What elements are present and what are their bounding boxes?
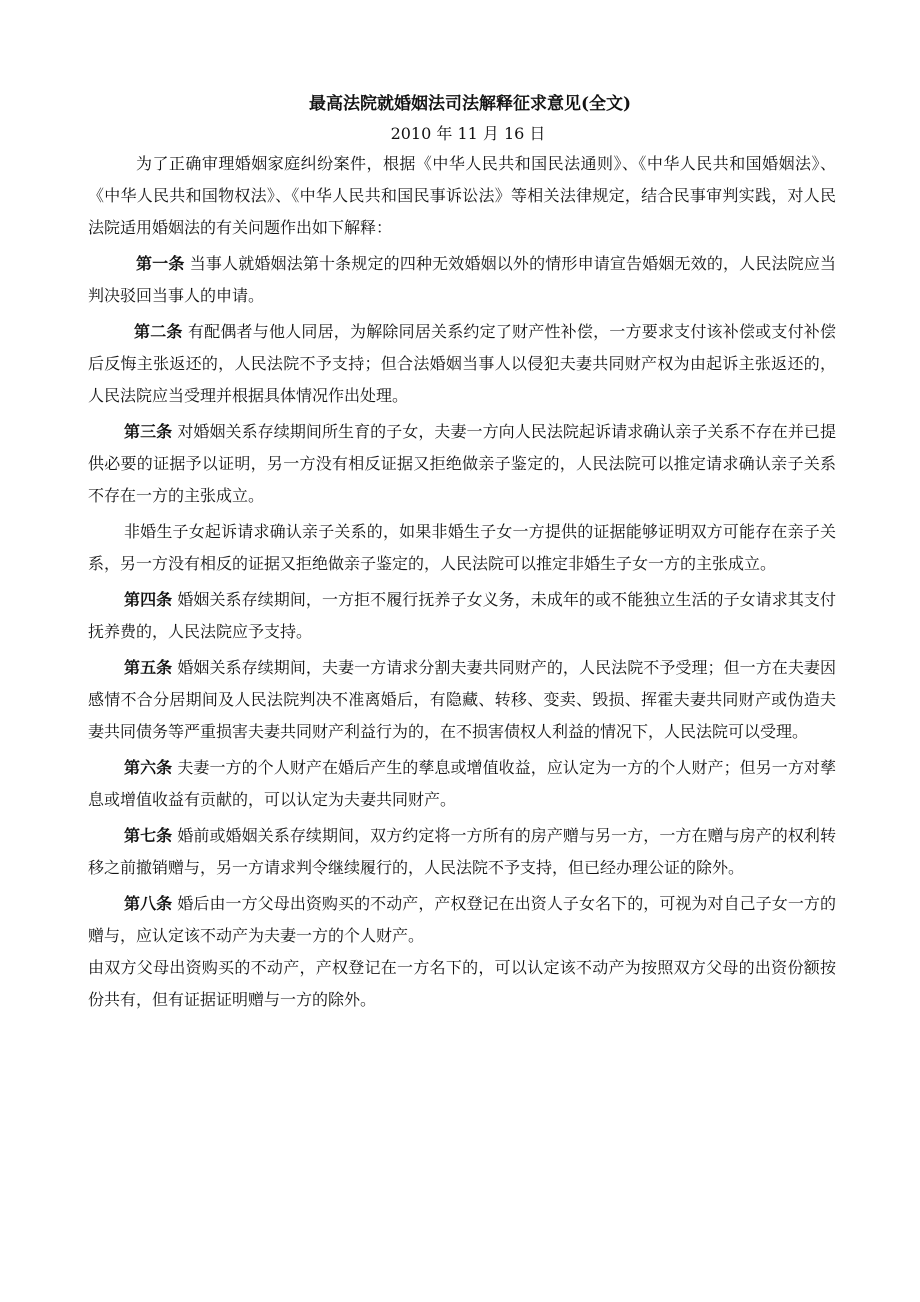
- article-8-continuation: 由双方父母出资购买的不动产，产权登记在一方名下的，可以认定该不动产为按照双方父母的出资份额按份共有，但有证据证明赠与一方的除外。: [88, 958, 836, 1009]
- article-3-continuation: 非婚生子女起诉请求确认亲子关系的，如果非婚生子女一方提供的证据能够证明双方可能存在亲子关系，另一方没有相反的证据又拒绝做亲子鉴定的，人民法院可以推定非婚生子女一方的主张成立。: [88, 522, 836, 573]
- article-8: [88, 888, 836, 952]
- article-number: 第四条: [124, 590, 173, 609]
- article-number: 第八条: [124, 894, 173, 913]
- article-text: 婚前或婚姻关系存续期间，双方约定将一方所有的房产赠与另一方，一方在赠与房产的权利转移之前撤销赠与，另一方请求判令继续履行的，人民法院不予支持，但已经办理公证的除外。: [88, 826, 836, 877]
- article-text: 有配偶者与他人同居，为解除同居关系约定了财产性补偿，一方要求支付该补偿或支付补偿后反悔主张返还的，人民法院不予支持；但合法婚姻当事人以侵犯夫妻共同财产权为由起诉主张返还的，人民法院应当受理并根据具体情况作出处理。: [88, 322, 836, 405]
- article-number: 第三条: [124, 422, 173, 441]
- article-7: [88, 820, 836, 884]
- article-3: [88, 416, 836, 512]
- article-text: 婚姻关系存续期间，一方拒不履行抚养子女义务，未成年的或不能独立生活的子女请求其支付抚养费的，人民法院应予支持。: [88, 590, 836, 641]
- article-text: 婚后由一方父母出资购买的不动产，产权登记在出资人子女名下的，可视为对自己子女一方的赠与，应认定该不动产为夫妻一方的个人财产。: [88, 894, 836, 945]
- article-text: 当事人就婚姻法第十条规定的四种无效婚姻以外的情形申请宣告婚姻无效的，人民法院应当判决驳回当事人的申请。: [88, 254, 836, 305]
- article-6: [88, 752, 836, 816]
- article-text: 夫妻一方的个人财产在婚后产生的孳息或增值收益，应认定为一方的个人财产；但另一方对孳息或增值收益有贡献的，可以认定为夫妻共同财产。: [88, 758, 836, 809]
- article-number: 第六条: [124, 758, 173, 777]
- article-1: [88, 248, 836, 312]
- article-4: [88, 584, 836, 648]
- document-date: 2010 年 11 月 16 日: [390, 124, 546, 143]
- article-number: 第一条: [136, 254, 185, 273]
- article-5: [88, 652, 836, 748]
- article-text: 对婚姻关系存续期间所生育的子女，夫妻一方向人民法院起诉请求确认亲子关系不存在并已提供必要的证据予以证明，另一方没有相反证据又拒绝做亲子鉴定的，人民法院可以推定请求确认亲子关系不存在一方的主张成立。: [88, 422, 836, 505]
- document-title: 最高法院就婚姻法司法解释征求意见(全文): [308, 94, 632, 114]
- article-number: 第七条: [124, 826, 173, 845]
- document-page: [88, 92, 836, 1016]
- article-2: [88, 316, 836, 412]
- article-text: 婚姻关系存续期间，夫妻一方请求分割夫妻共同财产的，人民法院不予受理；但一方在夫妻因感情不合分居期间及人民法院判决不准离婚后，有隐藏、转移、变卖、毁损、挥霍夫妻共同财产或伪造夫妻共同债务等严重损害夫妻共同财产利益行为的，在不损害债权人利益的情况下，人民法院可以受理。: [88, 658, 836, 741]
- intro-paragraph: 为了正确审理婚姻家庭纠纷案件，根据《中华人民共和国民法通则》、《中华人民共和国婚姻法》、《中华人民共和国物权法》、《中华人民共和国民事诉讼法》等相关法律规定，结合民事审判实践，对人民法院适用婚姻法的有关问题作出如下解释：: [88, 154, 836, 237]
- article-number: 第五条: [124, 658, 173, 677]
- article-number: 第二条: [134, 322, 183, 341]
